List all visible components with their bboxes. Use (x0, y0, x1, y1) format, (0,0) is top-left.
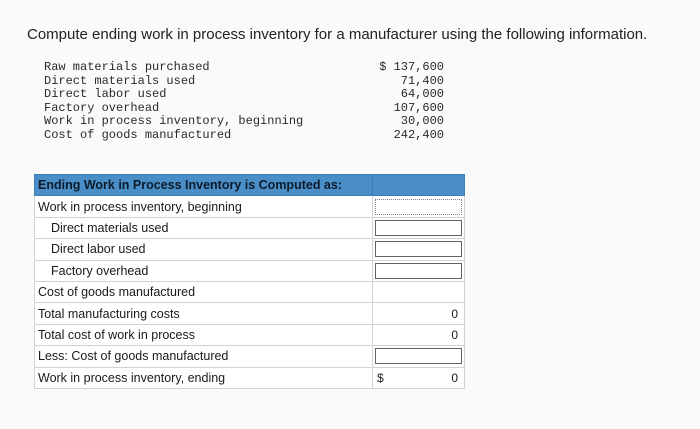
amount-cell (373, 367, 465, 388)
amount-cell (373, 303, 465, 324)
table-row (35, 260, 465, 281)
table-row (35, 281, 465, 302)
total-cost-of-wip-value: 0 (451, 327, 458, 342)
given-label: Cost of goods manufactured (44, 127, 232, 142)
schedule-header-row (35, 175, 465, 196)
amount-cell (373, 217, 465, 238)
row-label-wip-beginning: Work in process inventory, beginning (35, 196, 373, 217)
given-row (44, 115, 444, 129)
amount-cell (373, 346, 465, 367)
given-amount: 64,000 (400, 87, 444, 102)
given-label: Direct labor used (44, 87, 167, 102)
table-row (35, 367, 465, 388)
given-row (44, 102, 444, 116)
table-row (35, 217, 465, 238)
row-label-total-cost-of-wip: Total cost of work in process (35, 324, 373, 345)
amount-cell (373, 281, 465, 302)
given-label: Work in process inventory, beginning (44, 114, 304, 129)
amount-cell (373, 324, 465, 345)
given-amount: 242,400 (393, 127, 444, 142)
wip-schedule-table (34, 174, 465, 389)
given-amount: 107,600 (393, 100, 444, 115)
direct-materials-input[interactable] (375, 220, 462, 236)
amount-cell (373, 260, 465, 281)
given-row (44, 88, 444, 102)
total-manufacturing-costs-value: 0 (451, 306, 458, 321)
wip-ending-value: 0 (451, 370, 458, 385)
wip-beginning-input[interactable] (375, 199, 462, 215)
given-amount: $ 137,600 (379, 60, 444, 74)
table-row (35, 346, 465, 367)
table-row (35, 239, 465, 260)
table-row (35, 303, 465, 324)
given-amount: 30,000 (400, 114, 444, 129)
row-label-total-manufacturing-costs: Total manufacturing costs (35, 303, 373, 324)
given-data-list (44, 61, 444, 143)
less-cogm-input[interactable] (375, 348, 462, 364)
schedule-header: Ending Work in Process Inventory is Computed as: (35, 175, 373, 196)
given-label: Raw materials purchased (44, 60, 210, 74)
row-label-direct-materials: Direct materials used (35, 217, 373, 238)
factory-overhead-input[interactable] (375, 263, 462, 279)
row-label-cost-of-goods-manufactured: Cost of goods manufactured (35, 281, 373, 302)
table-row (35, 324, 465, 345)
currency-symbol: $ (377, 370, 384, 385)
question-text: Compute ending work in process inventory for a manufacturer using the following information. (27, 26, 648, 43)
row-label-factory-overhead: Factory overhead (35, 260, 373, 281)
amount-cell (373, 196, 465, 217)
table-row (35, 196, 465, 217)
given-row (44, 61, 444, 75)
given-row (44, 129, 444, 143)
given-label: Direct materials used (44, 73, 196, 88)
direct-labor-input[interactable] (375, 241, 462, 257)
given-label: Factory overhead (44, 100, 160, 115)
row-label-less-cogm: Less: Cost of goods manufactured (35, 346, 373, 367)
amount-cell (373, 239, 465, 260)
row-label-direct-labor: Direct labor used (35, 239, 373, 260)
given-row (44, 75, 444, 89)
row-label-wip-ending: Work in process inventory, ending (35, 367, 373, 388)
given-amount: 71,400 (400, 73, 444, 88)
schedule-header-amount-cell (373, 175, 465, 196)
